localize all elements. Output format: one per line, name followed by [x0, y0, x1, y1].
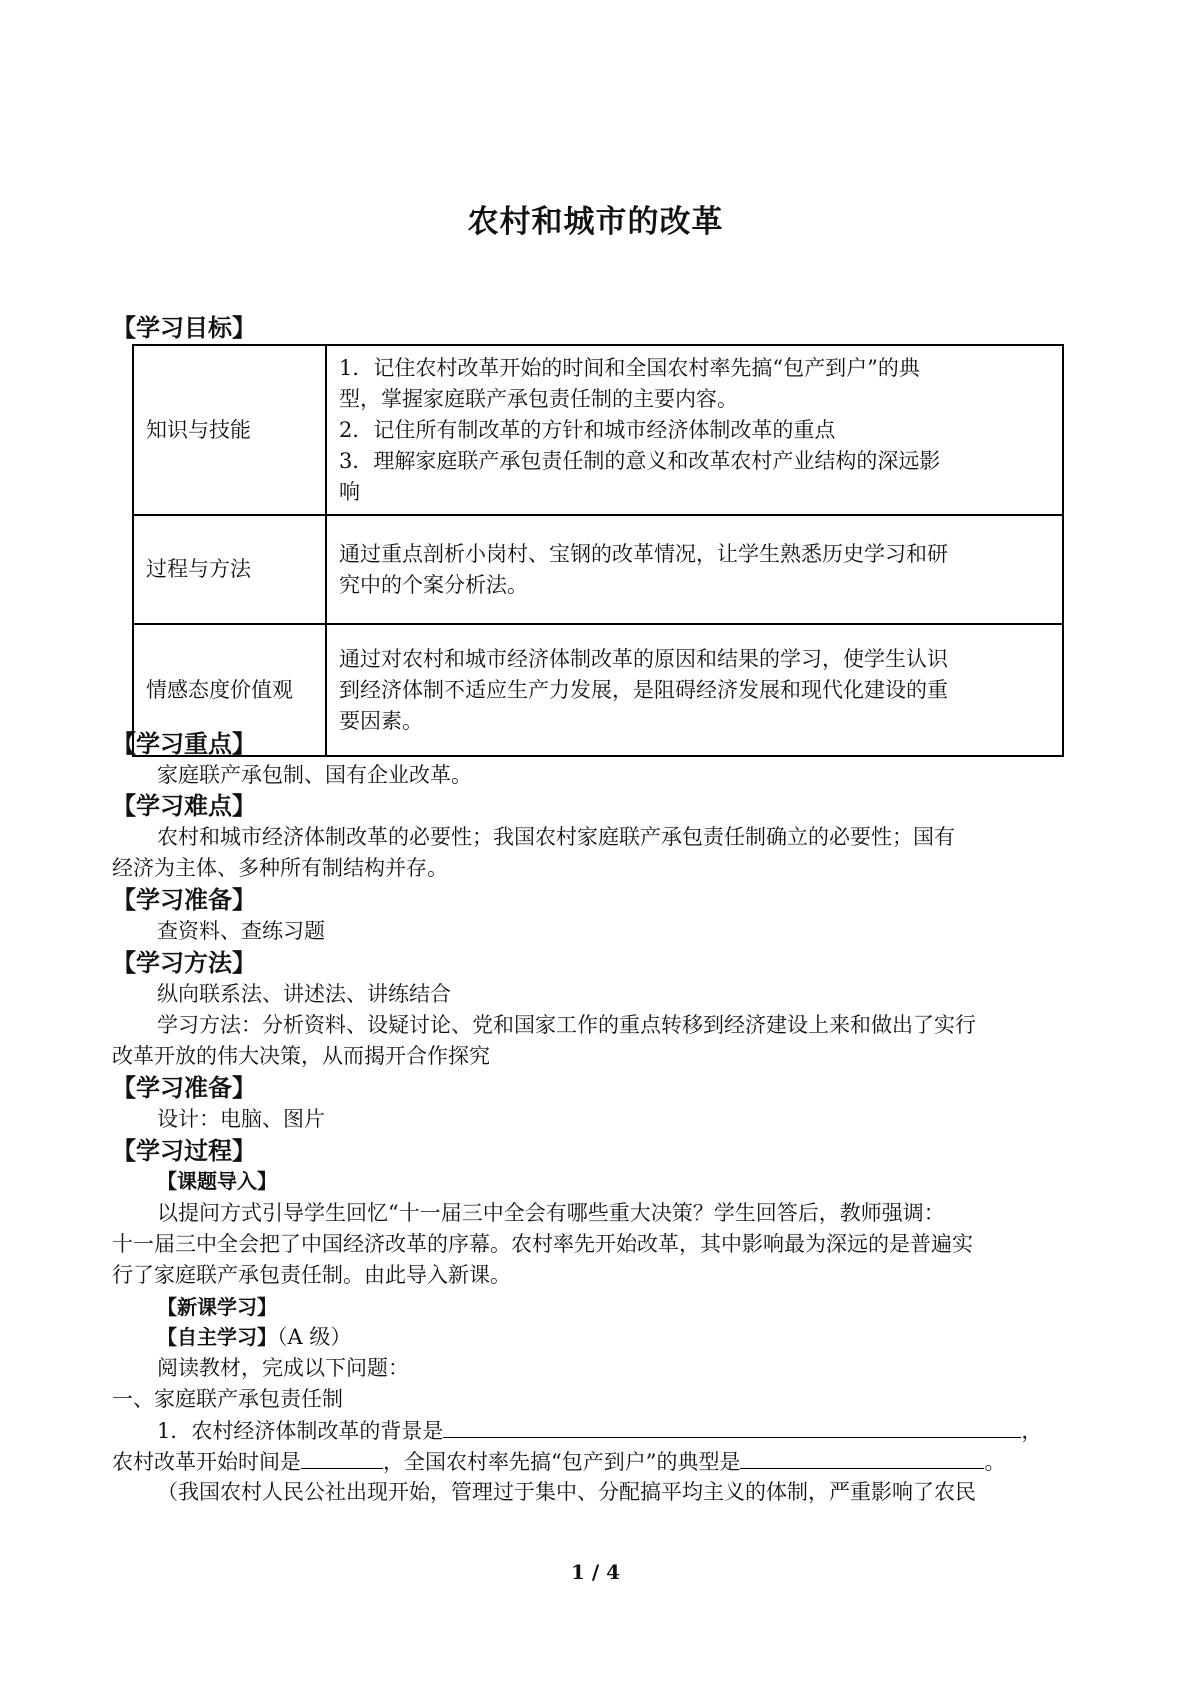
preparation-2-text: 设计：电脑、图片 [157, 1107, 325, 1131]
new-lesson-heading: 【新课学习】 [157, 1295, 277, 1319]
answer-blank-typical[interactable] [740, 1446, 984, 1469]
document-title: 农村和城市的改革 [467, 204, 724, 240]
self-study-level: （A 级） [277, 1325, 352, 1349]
table-line: 通过重点剖析小岗村、宝钢的改革情况，让学生熟悉历史学习和研 [339, 541, 948, 566]
self-study-heading: 【自主学习】 [157, 1325, 277, 1349]
table-label-process: 过程与方法 [133, 515, 326, 624]
preparation-text: 查资料、查练习题 [157, 919, 325, 943]
read-instruction: 阅读教材，完成以下问题： [157, 1356, 409, 1380]
part1-title: 一、家庭联产承包责任制 [112, 1387, 343, 1411]
q1-typical-label: ，全国农村率先搞“包产到户”的典型是 [383, 1450, 741, 1474]
difficulties-line: 农村和城市经济体制改革的必要性；我国农村家庭联产承包责任制确立的必要性；国有 [157, 825, 955, 849]
table-line: 究中的个案分析法。 [339, 572, 528, 597]
intro-line: 十一届三中全会把了中国经济改革的序幕。农村率先开始改革，其中影响最为深远的是普遍实 [112, 1232, 973, 1256]
methods-line: 改革开放的伟大决策，从而揭开合作探究 [112, 1044, 490, 1068]
table-row [133, 345, 1063, 515]
section-heading-preparation: 【学习准备】 [112, 886, 256, 914]
table-label-knowledge: 知识与技能 [133, 345, 326, 515]
table-row [133, 624, 1063, 756]
question-1-line-1 [157, 1415, 1042, 1447]
q1-suffix: ， [1021, 1419, 1043, 1443]
intro-line: 行了家庭联产承包责任制。由此导入新课。 [112, 1263, 511, 1287]
table-content-process [326, 515, 1063, 624]
table-content-emotion [326, 624, 1063, 756]
difficulties-line: 经济为主体、多种所有制结构并存。 [112, 856, 448, 880]
methods-line: 纵向联系法、讲述法、讲练结合 [157, 982, 451, 1006]
goals-table [132, 344, 1064, 757]
section-heading-key-points: 【学习重点】 [112, 730, 256, 758]
page-number: 1 / 4 [570, 1560, 621, 1584]
answer-blank-background[interactable] [443, 1415, 1021, 1438]
table-line: 要因素。 [339, 708, 423, 733]
key-points-text: 家庭联产承包制、国有企业改革。 [157, 763, 472, 787]
table-label-emotion: 情感态度价值观 [133, 624, 326, 756]
q1-time-label: 农村改革开始时间是 [112, 1450, 301, 1474]
q1-prefix: 1．农村经济体制改革的背景是 [157, 1419, 444, 1443]
table-line: 2．记住所有制改革的方针和城市经济体制改革的重点 [339, 417, 836, 442]
table-line: 通过对农村和城市经济体制改革的原因和结果的学习，使学生认识 [339, 646, 948, 671]
context-line: （我国农村人民公社出现开始，管理过于集中、分配搞平均主义的体制，严重影响了农民 [157, 1480, 976, 1504]
question-1-line-2 [112, 1446, 1005, 1478]
table-content-knowledge [326, 345, 1063, 515]
intro-line: 以提问方式引导学生回忆“十一届三中全会有哪些重大决策？学生回答后，教师强调： [157, 1201, 945, 1225]
intro-heading: 【课题导入】 [157, 1169, 277, 1193]
section-heading-process: 【学习过程】 [112, 1137, 256, 1165]
q1-end: 。 [984, 1450, 1006, 1474]
section-heading-difficulties: 【学习难点】 [112, 792, 256, 820]
methods-line: 学习方法：分析资料、设疑讨论、党和国家工作的重点转移到经济建设上来和做出了实行 [157, 1013, 976, 1037]
section-heading-preparation-2: 【学习准备】 [112, 1074, 256, 1102]
self-study-line [157, 1322, 351, 1353]
table-row [133, 515, 1063, 624]
section-heading-methods: 【学习方法】 [112, 949, 256, 977]
table-line: 响 [339, 479, 360, 504]
answer-blank-time[interactable] [301, 1446, 383, 1469]
table-line: 到经济体制不适应生产力发展，是阻碍经济发展和现代化建设的重 [339, 677, 948, 702]
table-line: 型，掌握家庭联产承包责任制的主要内容。 [339, 386, 738, 411]
table-line: 1．记住农村改革开始的时间和全国农村率先搞“包产到户”的典 [339, 355, 920, 380]
section-heading-goals: 【学习目标】 [112, 314, 256, 342]
table-line: 3．理解家庭联产承包责任制的意义和改革农村产业结构的深远影 [339, 448, 941, 473]
